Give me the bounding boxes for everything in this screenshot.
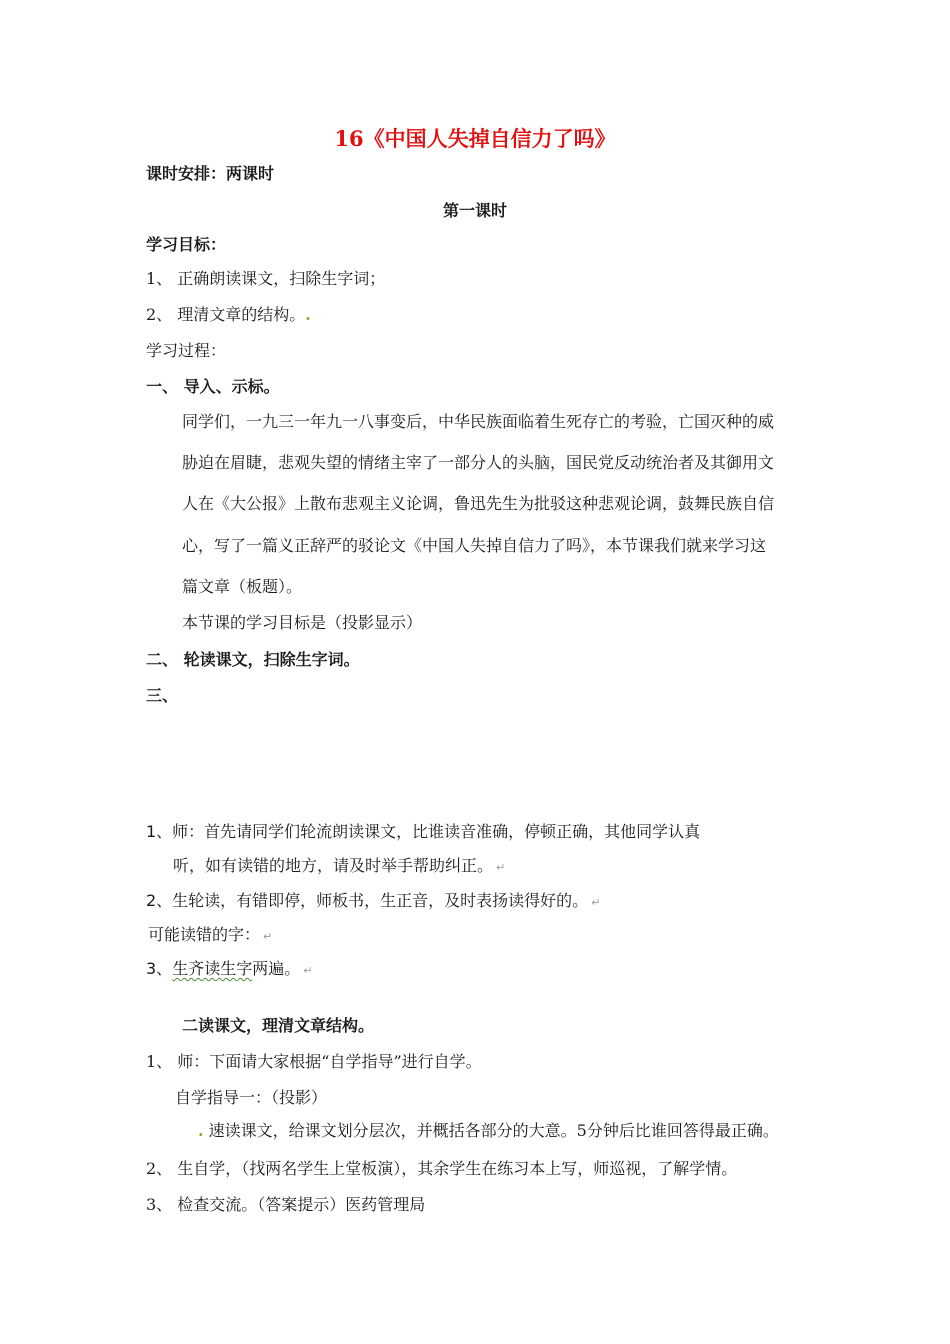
paragraph-mark: ↵ — [496, 861, 506, 874]
paragraph-mark: ↵ — [263, 930, 273, 943]
intro-goals-note: 本节课的学习目标是（投影显示） — [182, 613, 423, 632]
goals-heading: 学习目标： — [146, 235, 227, 254]
intro-paragraph-line-4: 心，写了一篇义正辞严的驳论文《中国人失掉自信力了吗》，本节课我们就来学习这 — [182, 536, 767, 555]
section-2-heading: 二读课文，理清文章结构。 — [182, 1016, 375, 1035]
spellcheck-underlined-text: 生齐读生字 — [172, 959, 253, 978]
reading-item-2 — [146, 891, 600, 913]
goal-item-2-text: 2、 理清文章的结构。 — [146, 305, 306, 324]
goal-item-2 — [146, 305, 311, 325]
document-title: 16《中国人失掉自信力了吗》 — [334, 126, 616, 151]
intro-paragraph-line-2: 胁迫在眉睫，悲观失望的情绪主宰了一部分人的头脑，国民党反动统治者及其御用文 — [182, 453, 775, 472]
schedule-line: 课时安排：两课时 — [146, 164, 275, 183]
intro-paragraph-line-5: 篇文章（板题）。 — [182, 577, 303, 596]
reading-item-3-number: 3、 — [146, 959, 173, 978]
section-2-item-3: 3、 检查交流。（答案提示）医药管理局 — [146, 1195, 426, 1214]
misread-note-text: 可能读错的字： — [148, 925, 261, 944]
goal-item-1: 1、 正确朗读课文，扫除生字词； — [146, 269, 386, 288]
step-1-heading: 一、 导入、示标。 — [146, 377, 280, 396]
intro-paragraph-line-1: 同学们，一九三一年九一八事变后，中华民族面临着生死存亡的考验，亡国灭种的威 — [182, 412, 775, 431]
self-study-guide-text — [198, 1121, 779, 1141]
lesson-heading: 第一课时 — [442, 201, 507, 220]
reading-item-3-tail: 两遍。 — [252, 959, 301, 978]
paragraph-mark: ↵ — [303, 964, 313, 977]
reading-item-1-line-2-text: 听，如有读错的地方，请及时举手帮助纠正。 — [173, 856, 494, 875]
reading-item-1-line-2 — [173, 856, 505, 878]
intro-paragraph-line-3: 人在《大公报》上散布悲观主义论调，鲁迅先生为批驳这种悲观论调，鼓舞民族自信 — [182, 494, 775, 513]
step-3-heading: 三、 — [146, 686, 179, 705]
step-2-heading: 二、 轮读课文，扫除生字词。 — [146, 650, 360, 669]
artifact-dot: . — [198, 1121, 204, 1140]
process-heading: 学习过程： — [146, 341, 227, 360]
paragraph-mark: ↵ — [591, 896, 601, 909]
reading-item-3 — [146, 959, 312, 981]
artifact-dot: . — [305, 305, 311, 324]
self-study-guide-label: 自学指导一：（投影） — [175, 1088, 328, 1107]
section-2-item-2: 2、 生自学，（找两名学生上堂板演），其余学生在练习本上写，师巡视，了解学情。 — [146, 1159, 738, 1178]
self-study-guide-content: 速读课文，给课文划分层次，并概括各部分的大意。5分钟后比谁回答得最正确。 — [208, 1121, 779, 1140]
reading-item-2-text: 2、生轮读，有错即停，师板书，生正音，及时表扬读得好的。 — [146, 891, 589, 910]
misread-note — [148, 925, 272, 947]
section-2-item-1: 1、 师：下面请大家根据“自学指导”进行自学。 — [146, 1052, 482, 1071]
reading-item-1-line-1: 1、师：首先请同学们轮流朗读课文，比谁读音准确，停顿正确，其他同学认真 — [146, 822, 701, 841]
